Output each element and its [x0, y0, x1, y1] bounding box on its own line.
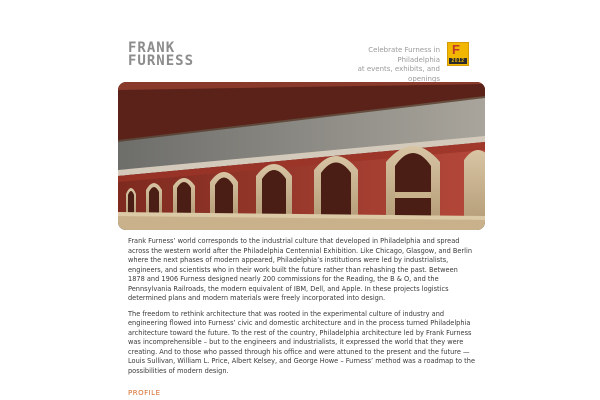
paragraph-2: The freedom to rethink architecture that was rooted in the experimental culture of industry and engineering flowed into Furness’ civic and domestic architecture and in the process turned Philadelphia architecture toward the future. To the rest of the country, Philadelphia architecture led by Frank Furness was incomprehensible – but to the engineers and industrialists, it expressed the world that they were creating. And to those who passed through his office and were attuned to the present and the future — Louis Sullivan, William L. Price, Albert Kelsey, and George Howe – Furness’ method was a roadmap to the possibilities of modern design.	[128, 309, 475, 375]
promo-line-2: Philadelphia	[397, 55, 440, 64]
profile-link[interactable]: PROFILE	[128, 389, 161, 397]
promo-line-3: at events, exhibits, and	[357, 65, 440, 73]
logo-line-1: FRANK	[128, 40, 176, 56]
paragraph-1: Frank Furness’ world corresponds to the industrial culture that developed in Philadelphia and spread across the western world after the Philadelphia Centennial Exhibition. Like Chicago, Glasgow, and Berlin where the next phases of modern appeared, Philadelphia’s institutions were led by industrialists, engineers, and scientists who in their work built the future rather than rehashing the past. Between 1878 and 1906 Furness designed nearly 200 commissions for the Reading, the B & O, and the Pennsylvania Railroads, the modern equivalent of IBM, Dell, and Apple. In these projects logistics determined plans and modern materials were freely incorporated into design.	[128, 237, 473, 302]
promo-link[interactable]	[350, 46, 440, 84]
promo-line-1: Celebrate Furness in	[368, 46, 440, 54]
badge-letter: F	[452, 42, 460, 57]
badge-year: 2012	[449, 58, 467, 64]
hero-image	[118, 82, 485, 230]
promo-line-4: openings	[408, 74, 440, 83]
site-logo[interactable]	[128, 42, 194, 68]
furness-2012-badge-icon[interactable]	[447, 42, 469, 66]
logo-line-2: FURNESS	[128, 53, 195, 69]
article-body	[128, 237, 476, 382]
arcade-illustration	[118, 82, 485, 230]
